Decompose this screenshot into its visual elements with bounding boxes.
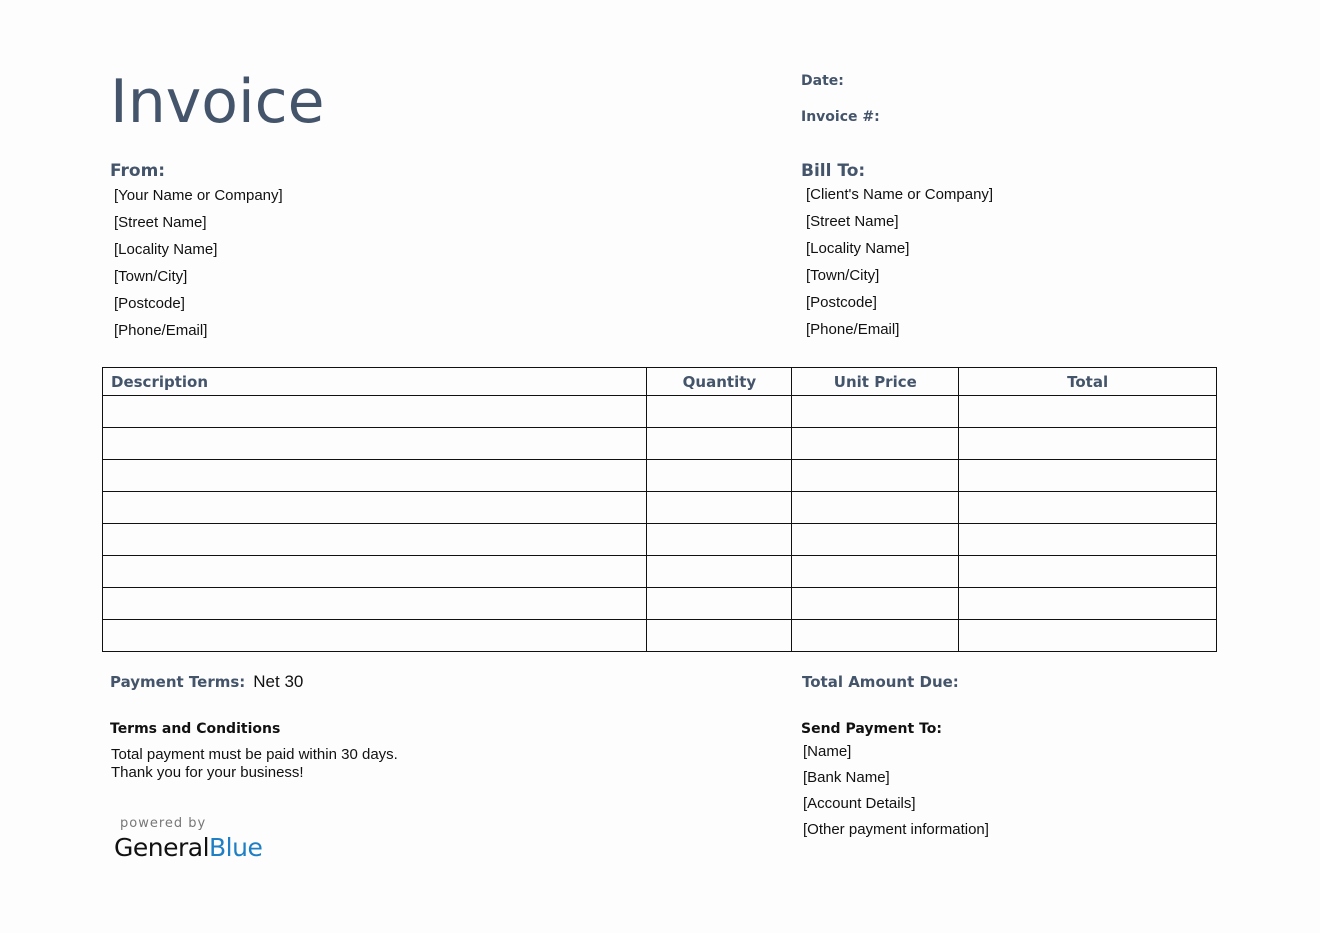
table-row bbox=[103, 396, 1217, 428]
client-town: [Town/City] bbox=[806, 267, 880, 284]
payment-terms-label: Payment Terms: bbox=[110, 673, 246, 691]
column-header-unit-price: Unit Price bbox=[792, 368, 959, 396]
client-locality: [Locality Name] bbox=[806, 240, 910, 257]
table-row bbox=[103, 460, 1217, 492]
other-payment-info: [Other payment information] bbox=[803, 821, 989, 838]
table-row bbox=[103, 620, 1217, 652]
account-details: [Account Details] bbox=[803, 795, 916, 812]
from-name: [Your Name or Company] bbox=[114, 187, 283, 204]
generalblue-logo bbox=[114, 833, 262, 862]
description-cell[interactable] bbox=[103, 588, 647, 620]
table-row bbox=[103, 556, 1217, 588]
unit-price-cell[interactable] bbox=[792, 524, 959, 556]
description-cell[interactable] bbox=[103, 492, 647, 524]
invoice-number-label: Invoice #: bbox=[801, 109, 880, 125]
total-amount-due-label: Total Amount Due: bbox=[802, 673, 959, 691]
from-street: [Street Name] bbox=[114, 214, 207, 231]
client-street: [Street Name] bbox=[806, 213, 899, 230]
unit-price-cell[interactable] bbox=[792, 588, 959, 620]
quantity-cell[interactable] bbox=[647, 460, 792, 492]
bank-name: [Bank Name] bbox=[803, 769, 890, 786]
description-cell[interactable] bbox=[103, 460, 647, 492]
terms-body bbox=[111, 746, 398, 782]
brand-general: General bbox=[114, 833, 210, 862]
powered-by-text: powered by bbox=[120, 816, 207, 831]
unit-price-cell[interactable] bbox=[792, 460, 959, 492]
quantity-cell[interactable] bbox=[647, 428, 792, 460]
column-header-description: Description bbox=[103, 368, 647, 396]
table-row bbox=[103, 492, 1217, 524]
quantity-cell[interactable] bbox=[647, 492, 792, 524]
from-locality: [Locality Name] bbox=[114, 241, 218, 258]
from-town: [Town/City] bbox=[114, 268, 188, 285]
from-label: From: bbox=[110, 161, 166, 181]
terms-line: Total payment must be paid within 30 days. bbox=[111, 746, 398, 763]
quantity-cell[interactable] bbox=[647, 396, 792, 428]
bill-to-label: Bill To: bbox=[801, 161, 866, 181]
payee-name: [Name] bbox=[803, 743, 852, 760]
date-label: Date: bbox=[801, 73, 844, 89]
unit-price-cell[interactable] bbox=[792, 556, 959, 588]
unit-price-cell[interactable] bbox=[792, 396, 959, 428]
column-header-total: Total bbox=[959, 368, 1217, 396]
terms-heading: Terms and Conditions bbox=[110, 721, 281, 737]
total-cell[interactable] bbox=[959, 492, 1217, 524]
invoice-title: Invoice bbox=[110, 67, 325, 137]
client-name: [Client's Name or Company] bbox=[806, 186, 994, 203]
line-items-table bbox=[102, 367, 1217, 652]
brand-blue: Blue bbox=[209, 833, 263, 862]
quantity-cell[interactable] bbox=[647, 524, 792, 556]
unit-price-cell[interactable] bbox=[792, 620, 959, 652]
total-cell[interactable] bbox=[959, 620, 1217, 652]
quantity-cell[interactable] bbox=[647, 620, 792, 652]
description-cell[interactable] bbox=[103, 428, 647, 460]
description-cell[interactable] bbox=[103, 524, 647, 556]
from-contact: [Phone/Email] bbox=[114, 322, 208, 339]
send-payment-details bbox=[803, 739, 989, 843]
payment-terms-value: Net 30 bbox=[253, 672, 304, 691]
description-cell[interactable] bbox=[103, 620, 647, 652]
client-contact: [Phone/Email] bbox=[806, 321, 900, 338]
total-cell[interactable] bbox=[959, 556, 1217, 588]
total-cell[interactable] bbox=[959, 588, 1217, 620]
total-cell[interactable] bbox=[959, 524, 1217, 556]
table-header-row bbox=[103, 368, 1217, 396]
description-cell[interactable] bbox=[103, 396, 647, 428]
table-row bbox=[103, 524, 1217, 556]
send-payment-heading: Send Payment To: bbox=[801, 721, 942, 737]
total-cell[interactable] bbox=[959, 460, 1217, 492]
client-postcode: [Postcode] bbox=[806, 294, 877, 311]
from-address bbox=[114, 182, 283, 344]
table-row bbox=[103, 588, 1217, 620]
from-postcode: [Postcode] bbox=[114, 295, 185, 312]
bill-to-address bbox=[806, 181, 993, 343]
quantity-cell[interactable] bbox=[647, 588, 792, 620]
total-cell[interactable] bbox=[959, 396, 1217, 428]
unit-price-cell[interactable] bbox=[792, 492, 959, 524]
payment-terms bbox=[110, 672, 303, 692]
column-header-quantity: Quantity bbox=[647, 368, 792, 396]
table-row bbox=[103, 428, 1217, 460]
unit-price-cell[interactable] bbox=[792, 428, 959, 460]
quantity-cell[interactable] bbox=[647, 556, 792, 588]
terms-line: Thank you for your business! bbox=[111, 764, 304, 781]
description-cell[interactable] bbox=[103, 556, 647, 588]
total-cell[interactable] bbox=[959, 428, 1217, 460]
